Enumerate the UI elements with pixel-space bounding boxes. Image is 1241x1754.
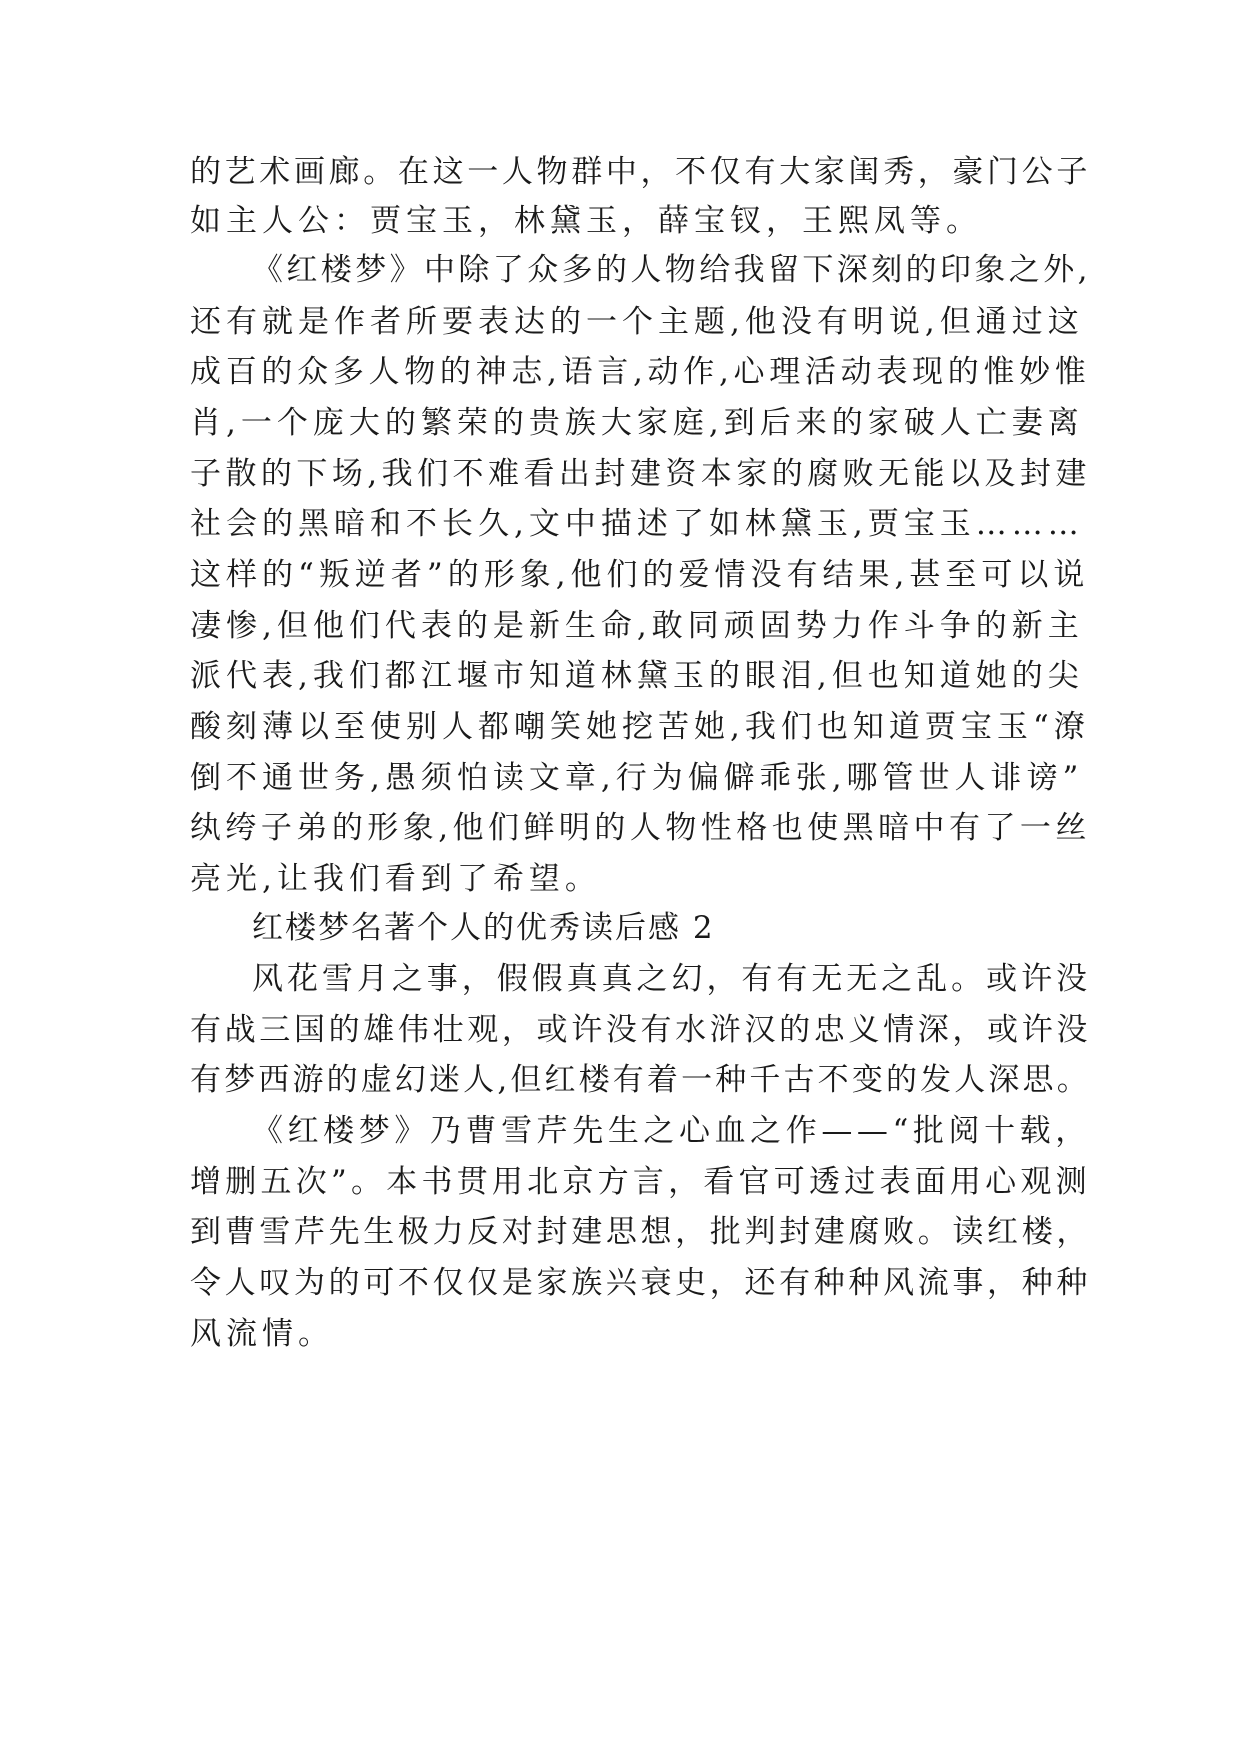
text-line: 凄惨,但他们代表的是新生命,敢同顽固势力作斗争的新主	[190, 608, 1084, 644]
section-heading: 红楼梦名著个人的优秀读后感 2	[252, 910, 715, 946]
text-line: 的艺术画廊。在这一人物群中，不仅有大家闺秀，豪门公子	[190, 154, 1091, 190]
text-line: 成百的众多人物的神志,语言,动作,心理活动表现的惟妙惟	[190, 354, 1091, 390]
text-line: 肖,一个庞大的繁荣的贵族大家庭,到后来的家破人亡妻离	[190, 405, 1084, 441]
text-line: 有梦西游的虚幻迷人,但红楼有着一种千古不变的发人深思。	[190, 1062, 1091, 1098]
text-line: 增删五次”。本书贯用北京方言，看官可透过表面用心观测	[190, 1164, 1091, 1200]
text-line: 纨绔子弟的形象,他们鲜明的人物性格也使黑暗中有了一丝	[190, 810, 1091, 846]
text-line: 子散的下场,我们不难看出封建资本家的腐败无能以及封建	[190, 456, 1091, 492]
text-line: 酸刻薄以至使别人都嘲笑她挖苦她,我们也知道贾宝玉“潦	[190, 709, 1090, 745]
text-line: 派代表,我们都江堰市知道林黛玉的眼泪,但也知道她的尖	[190, 658, 1084, 694]
text-line: 还有就是作者所要表达的一个主题,他没有明说,但通过这	[190, 304, 1084, 340]
text-line: 风流情。	[190, 1316, 334, 1352]
text-line: 到曹雪芹先生极力反对封建思想，批判封建腐败。读红楼，	[190, 1214, 1091, 1250]
paragraph-first-line: 风花雪月之事，假假真真之幻，有有无无之乱。或许没	[252, 961, 1091, 997]
text-line: 有战三国的雄伟壮观，或许没有水浒汉的忠义情深，或许没	[190, 1012, 1091, 1048]
text-line: 这样的“叛逆者”的形象,他们的爱情没有结果,甚至可以说	[190, 557, 1090, 593]
text-line: 倒不通世务,愚须怕读文章,行为偏僻乖张,哪管世人诽谤”	[190, 760, 1084, 796]
text-line: 亮光,让我们看到了希望。	[190, 861, 601, 897]
paragraph-first-line: 《红楼梦》乃曹雪芹先生之心血之作——“批阅十载，	[252, 1113, 1091, 1149]
text-line: 如主人公：贾宝玉，林黛玉，薛宝钗，王熙凤等。	[190, 203, 982, 239]
paragraph-first-line: 《红楼梦》中除了众多的人物给我留下深刻的印象之外,	[252, 252, 1091, 288]
text-line: 社会的黑暗和不长久,文中描述了如林黛玉,贾宝玉………	[190, 506, 1084, 542]
text-line: 令人叹为的可不仅仅是家族兴衰史，还有种种风流事，种种	[190, 1265, 1091, 1301]
